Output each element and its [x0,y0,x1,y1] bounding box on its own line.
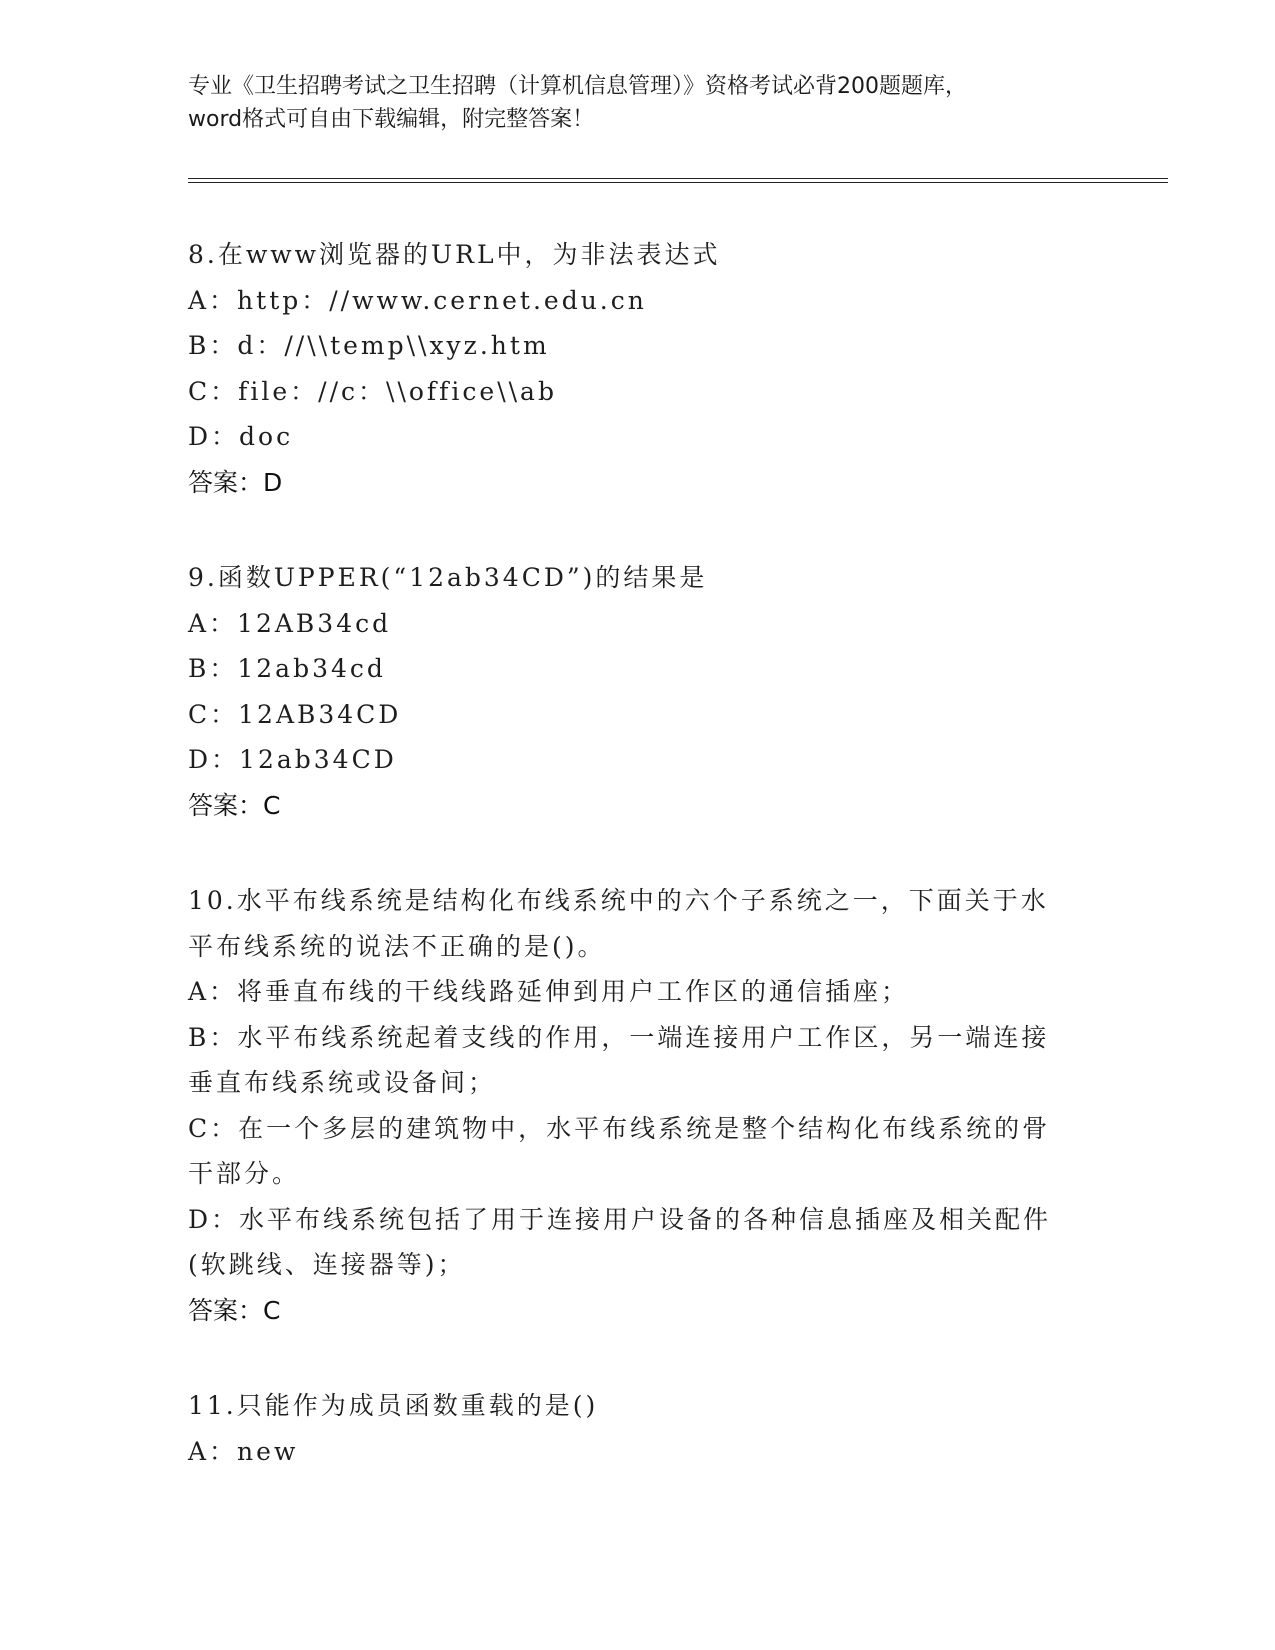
question-text: 11.只能作为成员函数重载的是() [188,1391,599,1420]
header-line-1: 专业《卫生招聘考试之卫生招聘（计算机信息管理）》资格考试必背200题题库， [188,74,967,99]
option-b: B：d：//\\temp\\xyz.htm [188,331,550,360]
answer: 答案：D [188,467,283,497]
answer: 答案：C [188,790,281,820]
option-a: A：12AB34cd [188,608,392,638]
option-a: A：new [188,1436,299,1466]
option-d: D：doc [188,422,294,451]
option-b-line-1: B：水平布线系统起着支线的作用，一端连接用户工作区，另一端连接 [188,1022,1050,1052]
option-c: C：12AB34CD [188,699,402,729]
option-b: B：12ab34cd [188,654,386,683]
option-a: A：http：//www.cernet.edu.cn [188,285,647,315]
option-c-line-1: C：在一个多层的建筑物中，水平布线系统是整个结构化布线系统的骨 [188,1113,1051,1143]
question-8 [188,232,1088,505]
option-c: C：file：//c：\\office\\ab [188,376,557,406]
header-divider [188,178,1168,183]
answer: 答案：C [188,1295,281,1325]
option-a: A：将垂直布线的干线线路延伸到用户工作区的通信插座； [188,977,910,1006]
option-b-line-2: 垂直布线系统或设备间； [188,1068,497,1097]
question-10 [188,878,1088,1333]
document-header [188,70,1088,136]
option-c-line-2: 干部分。 [188,1159,301,1188]
option-d: D：12ab34CD [188,745,397,774]
question-11 [188,1383,1088,1474]
question-list [188,232,1088,1524]
question-text-line-1: 10.水平布线系统是结构化布线系统中的六个子系统之一，下面关于水 [188,886,1049,915]
question-text: 9.函数UPPER(“12ab34CD”)的结果是 [188,563,708,592]
header-line-2: word格式可自由下载编辑，附完整答案！ [188,107,595,132]
option-d-line-1: D：水平布线系统包括了用于连接用户设备的各种信息插座及相关配件 [188,1204,1052,1234]
question-9 [188,555,1088,828]
option-d-line-2: (软跳线、连接器等)； [188,1250,466,1279]
question-text-line-2: 平布线系统的说法不正确的是()。 [188,931,606,961]
question-text: 8.在www浏览器的URL中，为非法表达式 [188,240,721,269]
